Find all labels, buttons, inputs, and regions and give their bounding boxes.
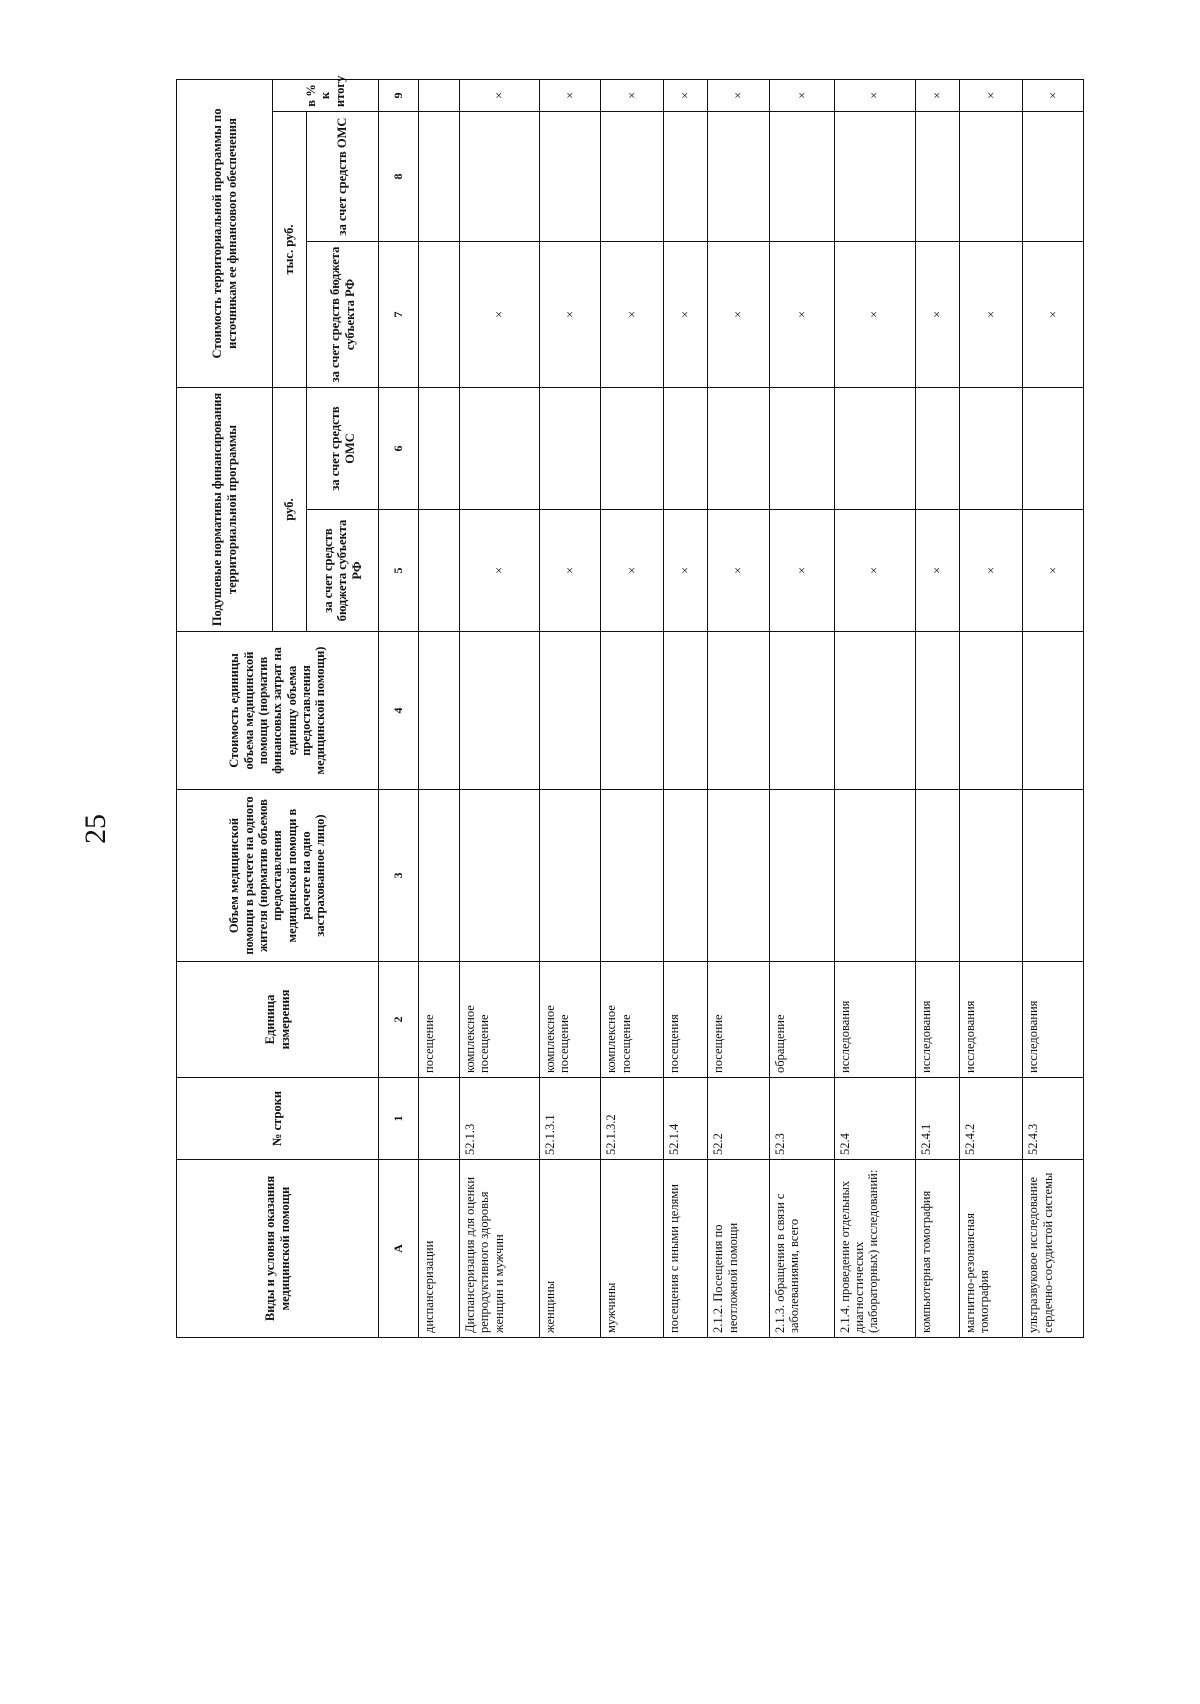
cell-col-5: × (959, 510, 1023, 632)
cell-col-8 (1023, 112, 1084, 242)
cell-col-3 (601, 790, 664, 962)
cell-col-5: × (769, 510, 834, 632)
table-row (959, 79, 1023, 1337)
cell-col-6 (834, 388, 915, 510)
cell-col-7: × (915, 242, 959, 388)
row-unit: исследования (915, 962, 959, 1078)
row-name: компьютерная томография (915, 1160, 959, 1338)
col-number: 3 (379, 790, 419, 962)
table-row (664, 79, 708, 1337)
cell-col-3 (1023, 790, 1084, 962)
cell-col-6 (539, 388, 601, 510)
table-row (460, 79, 540, 1337)
cell-col-7: × (664, 242, 708, 388)
cell-col-4 (769, 632, 834, 790)
row-name: ультразвуковое исследование сердечно-сосудистой системы (1023, 1160, 1084, 1338)
row-number (419, 1078, 460, 1160)
row-unit: посещение (419, 962, 460, 1078)
cell-col-9: × (539, 79, 601, 111)
table-row (708, 79, 770, 1337)
header-group-cost: Стоимость территориальной программы по источникам ее финансового обеспечения (177, 79, 273, 387)
cell-col-6 (915, 388, 959, 510)
cell-col-4 (959, 632, 1023, 790)
cell-col-5: × (1023, 510, 1084, 632)
cell-col-6 (601, 388, 664, 510)
cell-col-8 (834, 112, 915, 242)
row-name: 2.1.4. проведение отдельных диагностических (лабораторных) исследований: (834, 1160, 915, 1338)
header-col-7: за счет средств бюджета субъекта РФ (307, 242, 379, 388)
col-number: А (379, 1160, 419, 1338)
cell-col-6 (419, 388, 460, 510)
cell-col-5: × (539, 510, 601, 632)
cell-col-9: × (708, 79, 770, 111)
cell-col-4 (664, 632, 708, 790)
row-unit: исследования (959, 962, 1023, 1078)
cell-col-3 (708, 790, 770, 962)
row-name: мужчины (601, 1160, 664, 1338)
cell-col-8 (959, 112, 1023, 242)
col-number: 5 (379, 510, 419, 632)
cell-col-3 (834, 790, 915, 962)
row-unit: обращение (769, 962, 834, 1078)
financing-table (176, 75, 1084, 1338)
header-norm-unit: руб. (273, 388, 307, 632)
col-number: 9 (379, 79, 419, 111)
cell-col-9: × (915, 79, 959, 111)
header-cost-unit: тыс. руб. (273, 112, 307, 388)
row-unit: посещения (664, 962, 708, 1078)
row-unit: посещение (708, 962, 770, 1078)
cell-col-4 (1023, 632, 1084, 790)
header-col-3: Объем медицинской помощи в расчете на одного жителя (норматив объемов предоставления медицинской помощи в расчете на одно застрахованное лицо) (177, 790, 379, 962)
table-row (769, 79, 834, 1337)
header-col-4: Стоимость единицы объема медицинской помощи (норматив финансовых затрат на единицу объема предоставления медицинской помощи) (177, 632, 379, 790)
cell-col-3 (419, 790, 460, 962)
cell-col-6 (708, 388, 770, 510)
rotated-table-wrapper (176, 75, 1084, 1338)
row-unit: исследования (834, 962, 915, 1078)
cell-col-7: × (708, 242, 770, 388)
cell-col-6 (769, 388, 834, 510)
cell-col-8 (664, 112, 708, 242)
cell-col-3 (769, 790, 834, 962)
cell-col-5: × (460, 510, 540, 632)
row-number: 52.4.2 (959, 1078, 1023, 1160)
cell-col-3 (460, 790, 540, 962)
row-name: магнитно-резонансная томография (959, 1160, 1023, 1338)
cell-col-5: × (834, 510, 915, 632)
cell-col-7: × (601, 242, 664, 388)
header-col-6: за счет средств ОМС (307, 388, 379, 510)
cell-col-3 (959, 790, 1023, 962)
cell-col-3 (539, 790, 601, 962)
cell-col-5 (419, 510, 460, 632)
cell-col-7: × (539, 242, 601, 388)
table-row (419, 79, 460, 1337)
cell-col-8 (460, 112, 540, 242)
col-number: 8 (379, 112, 419, 242)
row-name: 2.1.3. обращения в связи с заболеваниями, всего (769, 1160, 834, 1338)
row-number: 52.4.1 (915, 1078, 959, 1160)
cell-col-4 (834, 632, 915, 790)
row-name: женщины (539, 1160, 601, 1338)
row-name: диспансеризации (419, 1160, 460, 1338)
table-row (834, 79, 915, 1337)
cell-col-7: × (834, 242, 915, 388)
column-number-row (379, 79, 419, 1337)
table-row (539, 79, 601, 1337)
cell-col-5: × (601, 510, 664, 632)
cell-col-5: × (915, 510, 959, 632)
cell-col-6 (1023, 388, 1084, 510)
cell-col-8 (769, 112, 834, 242)
row-unit: комплексное посещение (539, 962, 601, 1078)
table-row (915, 79, 959, 1337)
cell-col-8 (539, 112, 601, 242)
cell-col-5: × (708, 510, 770, 632)
row-unit: комплексное посещение (601, 962, 664, 1078)
cell-col-3 (664, 790, 708, 962)
row-number: 52.1.3.2 (601, 1078, 664, 1160)
cell-col-8 (419, 112, 460, 242)
cell-col-8 (915, 112, 959, 242)
col-number: 4 (379, 632, 419, 790)
cell-col-7: × (959, 242, 1023, 388)
cell-col-9: × (959, 79, 1023, 111)
cell-col-8 (601, 112, 664, 242)
cell-col-7: × (769, 242, 834, 388)
row-unit: комплексное посещение (460, 962, 540, 1078)
header-group-norm: Подушевые нормативы финансирования территориальной программы (177, 388, 273, 632)
cell-col-6 (460, 388, 540, 510)
cell-col-9: × (601, 79, 664, 111)
cell-col-6 (664, 388, 708, 510)
header-col-1: № строки (177, 1078, 379, 1160)
row-number: 52.3 (769, 1078, 834, 1160)
cell-col-9: × (834, 79, 915, 111)
cell-col-4 (708, 632, 770, 790)
header-col-8: за счет средств ОМС (307, 112, 379, 242)
row-number: 52.2 (708, 1078, 770, 1160)
cell-col-4 (460, 632, 540, 790)
table-row (601, 79, 664, 1337)
cell-col-9: × (664, 79, 708, 111)
row-unit: исследования (1023, 962, 1084, 1078)
row-number: 52.1.3.1 (539, 1078, 601, 1160)
row-name: 2.1.2. Посещения по неотложной помощи (708, 1160, 770, 1338)
col-number: 6 (379, 388, 419, 510)
cell-col-9: × (1023, 79, 1084, 111)
cell-col-7: × (460, 242, 540, 388)
cell-col-7: × (1023, 242, 1084, 388)
cell-col-4 (539, 632, 601, 790)
cell-col-6 (959, 388, 1023, 510)
col-number: 2 (379, 962, 419, 1078)
cell-col-3 (915, 790, 959, 962)
page-number: 25 (79, 814, 112, 844)
row-name: Диспансеризация для оценки репродуктивного здоровья женщин и мужчин (460, 1160, 540, 1338)
table-row (1023, 79, 1084, 1337)
cell-col-9: × (769, 79, 834, 111)
col-number: 7 (379, 242, 419, 388)
header-col-2: Единица измерения (177, 962, 379, 1078)
row-name: посещения с иными целями (664, 1160, 708, 1338)
cell-col-9: × (460, 79, 540, 111)
header-col-a: Виды и условия оказания медицинской помощи (177, 1160, 379, 1338)
cell-col-4 (601, 632, 664, 790)
cell-col-7 (419, 242, 460, 388)
cell-col-4 (915, 632, 959, 790)
row-number: 52.1.4 (664, 1078, 708, 1160)
header-col-9: в % к итогу (273, 79, 379, 111)
row-number: 52.4 (834, 1078, 915, 1160)
cell-col-4 (419, 632, 460, 790)
cell-col-5: × (664, 510, 708, 632)
row-number: 52.4.3 (1023, 1078, 1084, 1160)
row-number: 52.1.3 (460, 1078, 540, 1160)
col-number: 1 (379, 1078, 419, 1160)
cell-col-9 (419, 79, 460, 111)
cell-col-8 (708, 112, 770, 242)
header-col-5: за счет средств бюджета субъекта РФ (307, 510, 379, 632)
